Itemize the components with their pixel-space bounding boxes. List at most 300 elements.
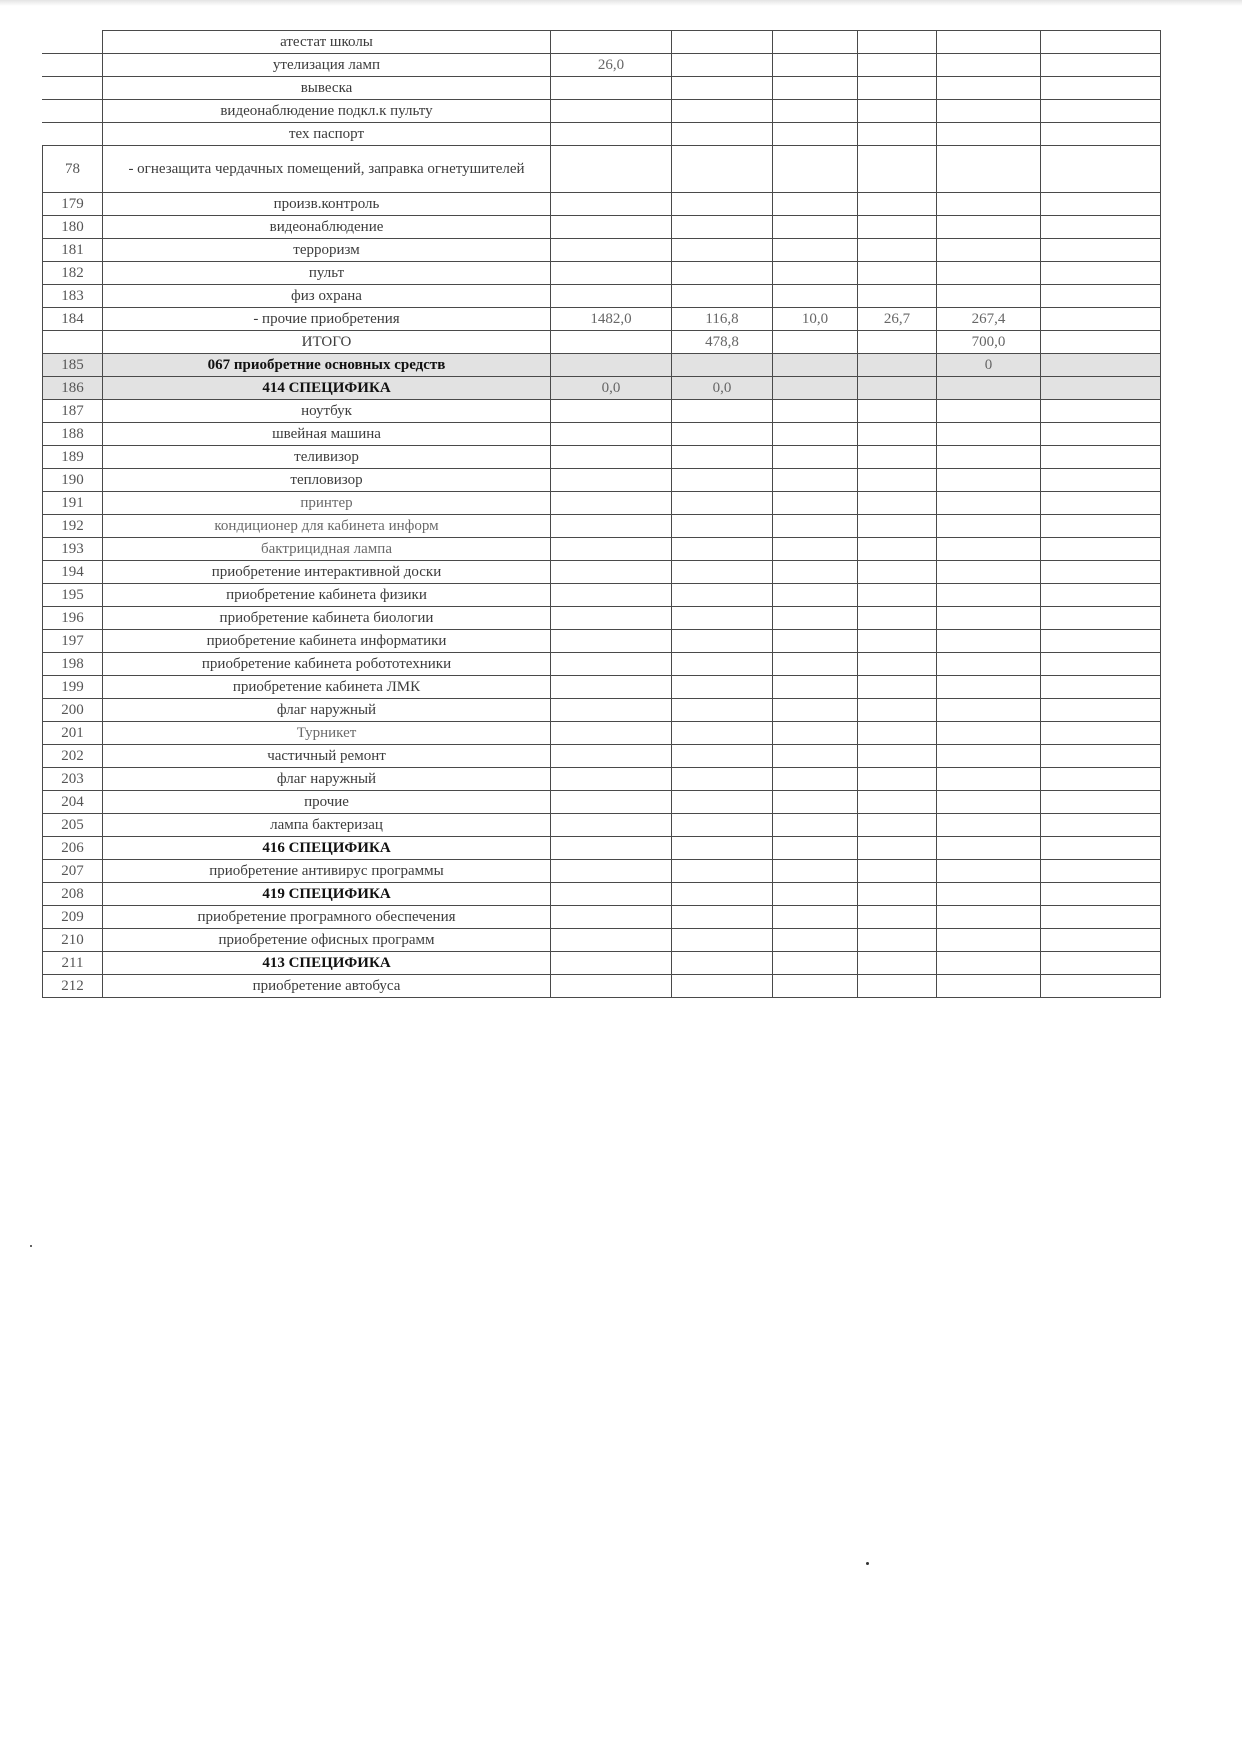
amount-cell-col-3 — [773, 285, 858, 308]
amount-cell-col-1 — [551, 722, 672, 745]
amount-cell-col-5 — [937, 377, 1041, 400]
amount-cell-col-1 — [551, 77, 672, 100]
amount-cell-col-3 — [773, 906, 858, 929]
amount-cell-col-2 — [672, 423, 773, 446]
item-description-cell: 416 СПЕЦИФИКА — [103, 837, 551, 860]
amount-cell-col-5 — [937, 837, 1041, 860]
amount-cell-col-2 — [672, 469, 773, 492]
row-number-cell: 192 — [43, 515, 103, 538]
item-description-cell: видеонаблюдение подкл.к пульту — [103, 100, 551, 123]
amount-cell-col-5 — [937, 538, 1041, 561]
item-description-cell: швейная машина — [103, 423, 551, 446]
amount-cell-col-5 — [937, 469, 1041, 492]
amount-cell-col-4 — [858, 377, 937, 400]
table-row — [43, 285, 1161, 308]
row-number-cell: 198 — [43, 653, 103, 676]
amount-cell-col-5 — [937, 630, 1041, 653]
amount-cell-col-3 — [773, 768, 858, 791]
amount-cell-col-6 — [1041, 929, 1161, 952]
amount-cell-col-4 — [858, 607, 937, 630]
row-number-cell: 201 — [43, 722, 103, 745]
amount-cell-col-5 — [937, 262, 1041, 285]
item-description-cell: приобретение програмного обеспечения — [103, 906, 551, 929]
amount-cell-col-6 — [1041, 354, 1161, 377]
amount-cell-col-6 — [1041, 492, 1161, 515]
row-number-cell: 207 — [43, 860, 103, 883]
amount-cell-col-1 — [551, 929, 672, 952]
row-number-cell — [43, 77, 103, 100]
amount-cell-col-3 — [773, 653, 858, 676]
row-number-cell: 186 — [43, 377, 103, 400]
amount-cell-col-1 — [551, 239, 672, 262]
amount-cell-col-6 — [1041, 699, 1161, 722]
table-row — [43, 906, 1161, 929]
amount-cell-col-4 — [858, 745, 937, 768]
amount-cell-col-4 — [858, 100, 937, 123]
scan-top-edge — [0, 0, 1242, 6]
row-number-cell: 205 — [43, 814, 103, 837]
item-description-cell: ноутбук — [103, 400, 551, 423]
table-row — [43, 100, 1161, 123]
amount-cell-col-2 — [672, 54, 773, 77]
amount-cell-col-6 — [1041, 216, 1161, 239]
amount-cell-col-4 — [858, 331, 937, 354]
amount-cell-col-6 — [1041, 791, 1161, 814]
amount-cell-col-5 — [937, 814, 1041, 837]
item-description-cell: кондиционер для кабинета информ — [103, 515, 551, 538]
item-description-cell: тех паспорт — [103, 123, 551, 146]
amount-cell-col-3 — [773, 193, 858, 216]
item-description-cell: приобретение кабинета биологии — [103, 607, 551, 630]
amount-cell-col-2 — [672, 193, 773, 216]
amount-cell-col-1 — [551, 906, 672, 929]
amount-cell-col-2 — [672, 446, 773, 469]
table-row — [43, 837, 1161, 860]
amount-cell-col-3 — [773, 331, 858, 354]
row-number-cell: 206 — [43, 837, 103, 860]
amount-cell-col-5 — [937, 216, 1041, 239]
amount-cell-col-1: 0,0 — [551, 377, 672, 400]
amount-cell-col-5 — [937, 123, 1041, 146]
item-description-cell: 414 СПЕЦИФИКА — [103, 377, 551, 400]
table-row — [43, 653, 1161, 676]
row-number-cell: 196 — [43, 607, 103, 630]
amount-cell-col-4 — [858, 492, 937, 515]
amount-cell-col-2 — [672, 745, 773, 768]
table-row — [43, 377, 1161, 400]
amount-cell-col-4 — [858, 653, 937, 676]
amount-cell-col-5: 267,4 — [937, 308, 1041, 331]
row-number-cell — [43, 123, 103, 146]
amount-cell-col-6 — [1041, 883, 1161, 906]
amount-cell-col-4 — [858, 952, 937, 975]
amount-cell-col-4 — [858, 423, 937, 446]
row-number-cell: 190 — [43, 469, 103, 492]
amount-cell-col-3 — [773, 216, 858, 239]
amount-cell-col-2 — [672, 354, 773, 377]
item-description-cell: видеонаблюдение — [103, 216, 551, 239]
amount-cell-col-5 — [937, 860, 1041, 883]
row-number-cell: 202 — [43, 745, 103, 768]
amount-cell-col-3 — [773, 262, 858, 285]
item-description-cell: флаг наружный — [103, 768, 551, 791]
row-number-cell: 197 — [43, 630, 103, 653]
amount-cell-col-5 — [937, 446, 1041, 469]
item-description-cell: принтер — [103, 492, 551, 515]
amount-cell-col-1 — [551, 146, 672, 193]
amount-cell-col-2: 116,8 — [672, 308, 773, 331]
amount-cell-col-2 — [672, 561, 773, 584]
amount-cell-col-6 — [1041, 745, 1161, 768]
item-description-cell: приобретение кабинета ЛМК — [103, 676, 551, 699]
item-description-cell: приобретение кабинета робототехники — [103, 653, 551, 676]
amount-cell-col-4 — [858, 446, 937, 469]
row-number-cell: 191 — [43, 492, 103, 515]
amount-cell-col-3 — [773, 77, 858, 100]
amount-cell-col-4 — [858, 699, 937, 722]
row-number-cell: 211 — [43, 952, 103, 975]
row-number-cell: 184 — [43, 308, 103, 331]
amount-cell-col-6 — [1041, 285, 1161, 308]
table-body — [43, 31, 1161, 998]
amount-cell-col-4 — [858, 354, 937, 377]
amount-cell-col-1: 1482,0 — [551, 308, 672, 331]
scan-speck — [30, 1245, 32, 1247]
row-number-cell: 185 — [43, 354, 103, 377]
amount-cell-col-2 — [672, 31, 773, 54]
amount-cell-col-1 — [551, 469, 672, 492]
amount-cell-col-6 — [1041, 262, 1161, 285]
amount-cell-col-4 — [858, 31, 937, 54]
amount-cell-col-1 — [551, 31, 672, 54]
amount-cell-col-6 — [1041, 423, 1161, 446]
amount-cell-col-3 — [773, 952, 858, 975]
item-description-cell: приобретение антивирус программы — [103, 860, 551, 883]
amount-cell-col-6 — [1041, 54, 1161, 77]
amount-cell-col-4: 26,7 — [858, 308, 937, 331]
table-row — [43, 814, 1161, 837]
amount-cell-col-6 — [1041, 446, 1161, 469]
amount-cell-col-2 — [672, 146, 773, 193]
amount-cell-col-3 — [773, 423, 858, 446]
amount-cell-col-2 — [672, 607, 773, 630]
amount-cell-col-3 — [773, 676, 858, 699]
amount-cell-col-4 — [858, 262, 937, 285]
row-number-cell: 189 — [43, 446, 103, 469]
table-row — [43, 699, 1161, 722]
item-description-cell: частичный ремонт — [103, 745, 551, 768]
amount-cell-col-1 — [551, 331, 672, 354]
amount-cell-col-3 — [773, 883, 858, 906]
amount-cell-col-1 — [551, 193, 672, 216]
amount-cell-col-2 — [672, 929, 773, 952]
amount-cell-col-3 — [773, 584, 858, 607]
amount-cell-col-1 — [551, 100, 672, 123]
amount-cell-col-5 — [937, 492, 1041, 515]
amount-cell-col-5 — [937, 906, 1041, 929]
item-description-cell: терроризм — [103, 239, 551, 262]
amount-cell-col-5 — [937, 607, 1041, 630]
amount-cell-col-6 — [1041, 975, 1161, 998]
amount-cell-col-5 — [937, 515, 1041, 538]
amount-cell-col-4 — [858, 515, 937, 538]
amount-cell-col-6 — [1041, 400, 1161, 423]
amount-cell-col-2: 478,8 — [672, 331, 773, 354]
amount-cell-col-3 — [773, 400, 858, 423]
amount-cell-col-1 — [551, 400, 672, 423]
amount-cell-col-3 — [773, 492, 858, 515]
amount-cell-col-6 — [1041, 607, 1161, 630]
amount-cell-col-3 — [773, 239, 858, 262]
amount-cell-col-2 — [672, 123, 773, 146]
item-description-cell: теливизор — [103, 446, 551, 469]
table-row — [43, 584, 1161, 607]
row-number-cell: 208 — [43, 883, 103, 906]
row-number-cell: 209 — [43, 906, 103, 929]
table-row — [43, 676, 1161, 699]
amount-cell-col-1 — [551, 699, 672, 722]
amount-cell-col-1 — [551, 262, 672, 285]
table-row — [43, 123, 1161, 146]
amount-cell-col-2: 0,0 — [672, 377, 773, 400]
amount-cell-col-4 — [858, 584, 937, 607]
table-row — [43, 492, 1161, 515]
amount-cell-col-6 — [1041, 768, 1161, 791]
amount-cell-col-2 — [672, 975, 773, 998]
amount-cell-col-5 — [937, 146, 1041, 193]
amount-cell-col-3 — [773, 837, 858, 860]
amount-cell-col-5 — [937, 676, 1041, 699]
amount-cell-col-4 — [858, 239, 937, 262]
amount-cell-col-4 — [858, 906, 937, 929]
amount-cell-col-5 — [937, 54, 1041, 77]
amount-cell-col-2 — [672, 77, 773, 100]
amount-cell-col-6 — [1041, 123, 1161, 146]
amount-cell-col-6 — [1041, 469, 1161, 492]
amount-cell-col-5 — [937, 791, 1041, 814]
amount-cell-col-4 — [858, 883, 937, 906]
amount-cell-col-5 — [937, 952, 1041, 975]
amount-cell-col-6 — [1041, 722, 1161, 745]
row-number-cell: 203 — [43, 768, 103, 791]
amount-cell-col-3 — [773, 699, 858, 722]
amount-cell-col-1 — [551, 446, 672, 469]
amount-cell-col-2 — [672, 860, 773, 883]
row-number-cell — [43, 331, 103, 354]
amount-cell-col-2 — [672, 100, 773, 123]
amount-cell-col-6 — [1041, 653, 1161, 676]
amount-cell-col-6 — [1041, 676, 1161, 699]
amount-cell-col-1 — [551, 607, 672, 630]
row-number-cell: 204 — [43, 791, 103, 814]
amount-cell-col-4 — [858, 469, 937, 492]
table-row — [43, 952, 1161, 975]
amount-cell-col-1 — [551, 285, 672, 308]
table-row — [43, 423, 1161, 446]
table-row — [43, 354, 1161, 377]
row-number-cell: 182 — [43, 262, 103, 285]
amount-cell-col-6 — [1041, 239, 1161, 262]
item-description-cell: 413 СПЕЦИФИКА — [103, 952, 551, 975]
amount-cell-col-2 — [672, 791, 773, 814]
amount-cell-col-1 — [551, 584, 672, 607]
table-row — [43, 331, 1161, 354]
item-description-cell: флаг наружный — [103, 699, 551, 722]
amount-cell-col-2 — [672, 239, 773, 262]
amount-cell-col-5 — [937, 561, 1041, 584]
item-description-cell: вывеска — [103, 77, 551, 100]
table-row — [43, 193, 1161, 216]
item-description-cell: бактрицидная лампа — [103, 538, 551, 561]
amount-cell-col-2 — [672, 883, 773, 906]
table-row — [43, 607, 1161, 630]
amount-cell-col-2 — [672, 952, 773, 975]
amount-cell-col-1 — [551, 354, 672, 377]
amount-cell-col-6 — [1041, 860, 1161, 883]
table-row — [43, 745, 1161, 768]
amount-cell-col-1 — [551, 768, 672, 791]
amount-cell-col-6 — [1041, 146, 1161, 193]
amount-cell-col-5 — [937, 100, 1041, 123]
amount-cell-col-6 — [1041, 561, 1161, 584]
amount-cell-col-2 — [672, 538, 773, 561]
amount-cell-col-1 — [551, 814, 672, 837]
amount-cell-col-1: 26,0 — [551, 54, 672, 77]
amount-cell-col-3 — [773, 929, 858, 952]
amount-cell-col-4 — [858, 837, 937, 860]
item-description-cell: лампа бактеризац — [103, 814, 551, 837]
amount-cell-col-1 — [551, 216, 672, 239]
amount-cell-col-5 — [937, 768, 1041, 791]
amount-cell-col-1 — [551, 791, 672, 814]
amount-cell-col-5 — [937, 653, 1041, 676]
row-number-cell — [43, 54, 103, 77]
amount-cell-col-4 — [858, 400, 937, 423]
expense-table — [42, 30, 1161, 998]
item-description-cell: пульт — [103, 262, 551, 285]
table-row — [43, 469, 1161, 492]
amount-cell-col-4 — [858, 216, 937, 239]
amount-cell-col-4 — [858, 676, 937, 699]
item-description-cell: приобретение автобуса — [103, 975, 551, 998]
item-description-cell: тепловизор — [103, 469, 551, 492]
amount-cell-col-2 — [672, 630, 773, 653]
row-number-cell: 195 — [43, 584, 103, 607]
row-number-cell: 181 — [43, 239, 103, 262]
item-description-cell: Турникет — [103, 722, 551, 745]
amount-cell-col-5 — [937, 239, 1041, 262]
table-row — [43, 561, 1161, 584]
table-row — [43, 722, 1161, 745]
row-number-cell: 180 — [43, 216, 103, 239]
amount-cell-col-6 — [1041, 31, 1161, 54]
amount-cell-col-5 — [937, 722, 1041, 745]
table-row — [43, 446, 1161, 469]
table-row — [43, 975, 1161, 998]
amount-cell-col-2 — [672, 492, 773, 515]
amount-cell-col-3 — [773, 100, 858, 123]
table-row — [43, 515, 1161, 538]
amount-cell-col-2 — [672, 768, 773, 791]
amount-cell-col-6 — [1041, 193, 1161, 216]
table-row — [43, 262, 1161, 285]
amount-cell-col-3 — [773, 123, 858, 146]
amount-cell-col-3 — [773, 31, 858, 54]
amount-cell-col-3 — [773, 607, 858, 630]
amount-cell-col-3 — [773, 377, 858, 400]
amount-cell-col-4 — [858, 77, 937, 100]
row-number-cell: 183 — [43, 285, 103, 308]
amount-cell-col-3 — [773, 354, 858, 377]
amount-cell-col-2 — [672, 814, 773, 837]
item-description-cell: приобретение интерактивной доски — [103, 561, 551, 584]
item-description-cell: прочие — [103, 791, 551, 814]
amount-cell-col-6 — [1041, 77, 1161, 100]
amount-cell-col-6 — [1041, 515, 1161, 538]
row-number-cell: 200 — [43, 699, 103, 722]
amount-cell-col-1 — [551, 515, 672, 538]
table-row — [43, 791, 1161, 814]
amount-cell-col-5: 700,0 — [937, 331, 1041, 354]
amount-cell-col-6 — [1041, 308, 1161, 331]
amount-cell-col-5 — [937, 584, 1041, 607]
amount-cell-col-1 — [551, 952, 672, 975]
amount-cell-col-3: 10,0 — [773, 308, 858, 331]
amount-cell-col-1 — [551, 630, 672, 653]
amount-cell-col-6 — [1041, 377, 1161, 400]
table-row — [43, 630, 1161, 653]
amount-cell-col-1 — [551, 745, 672, 768]
amount-cell-col-2 — [672, 216, 773, 239]
row-number-cell: 194 — [43, 561, 103, 584]
item-description-cell: 067 приобретние основных средств — [103, 354, 551, 377]
amount-cell-col-4 — [858, 193, 937, 216]
amount-cell-col-4 — [858, 285, 937, 308]
amount-cell-col-3 — [773, 515, 858, 538]
row-number-cell: 187 — [43, 400, 103, 423]
amount-cell-col-3 — [773, 791, 858, 814]
row-number-cell: 78 — [43, 146, 103, 193]
item-description-cell: ИТОГО — [103, 331, 551, 354]
amount-cell-col-2 — [672, 676, 773, 699]
amount-cell-col-3 — [773, 860, 858, 883]
amount-cell-col-3 — [773, 146, 858, 193]
row-number-cell: 179 — [43, 193, 103, 216]
item-description-cell: произв.контроль — [103, 193, 551, 216]
table-row — [43, 31, 1161, 54]
amount-cell-col-3 — [773, 630, 858, 653]
amount-cell-col-2 — [672, 584, 773, 607]
amount-cell-col-1 — [551, 676, 672, 699]
amount-cell-col-6 — [1041, 630, 1161, 653]
amount-cell-col-1 — [551, 975, 672, 998]
item-description-cell: физ охрана — [103, 285, 551, 308]
amount-cell-col-5 — [937, 31, 1041, 54]
table-row — [43, 929, 1161, 952]
amount-cell-col-1 — [551, 837, 672, 860]
amount-cell-col-4 — [858, 54, 937, 77]
amount-cell-col-4 — [858, 768, 937, 791]
amount-cell-col-1 — [551, 492, 672, 515]
amount-cell-col-3 — [773, 745, 858, 768]
amount-cell-col-4 — [858, 814, 937, 837]
item-description-cell: атестат школы — [103, 31, 551, 54]
table-row — [43, 538, 1161, 561]
amount-cell-col-6 — [1041, 100, 1161, 123]
amount-cell-col-1 — [551, 653, 672, 676]
amount-cell-col-2 — [672, 285, 773, 308]
amount-cell-col-5 — [937, 699, 1041, 722]
